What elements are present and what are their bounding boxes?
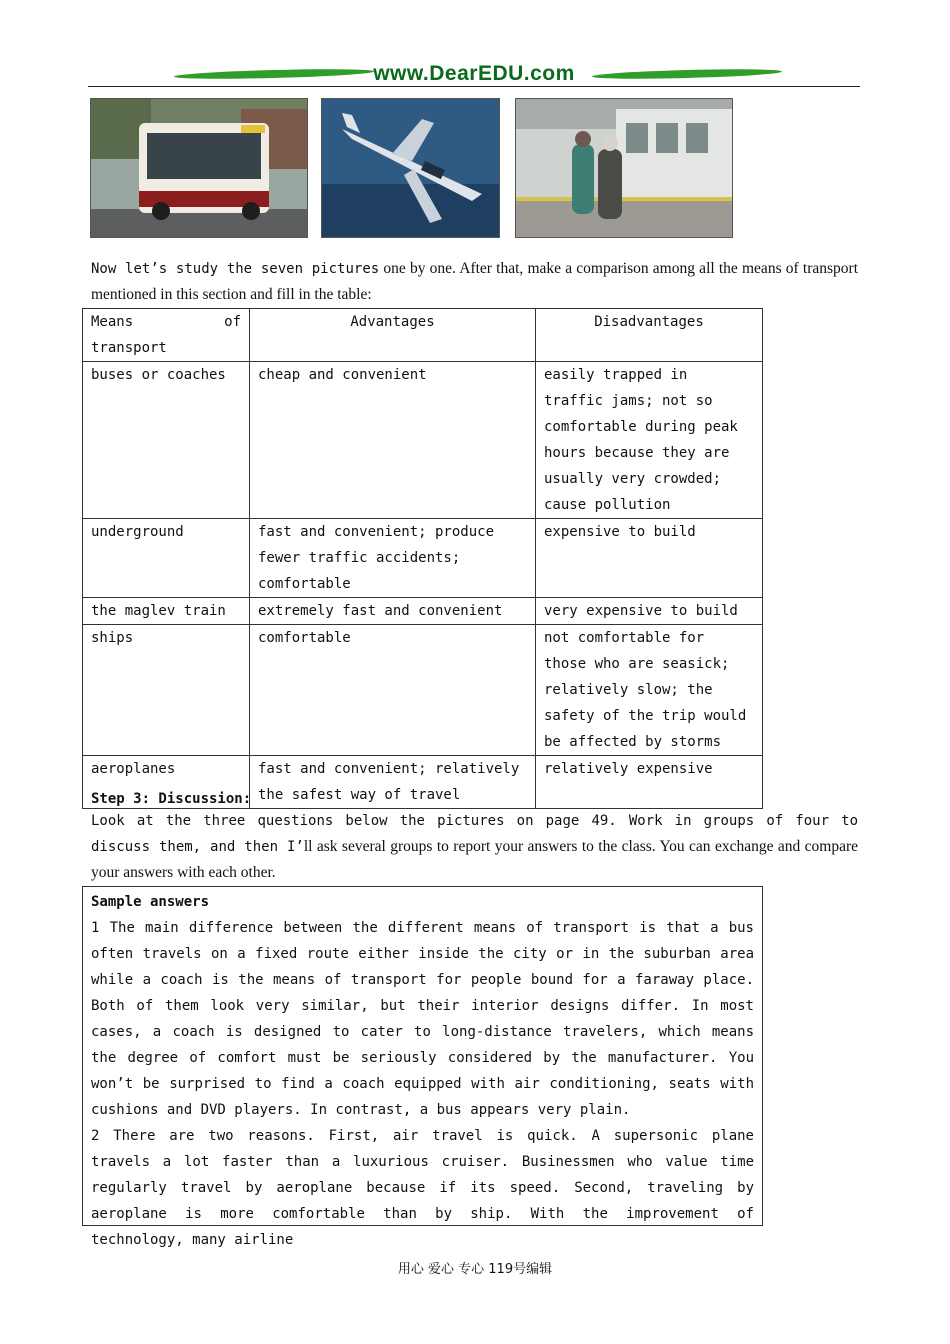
photo-bus — [90, 98, 308, 238]
sample-answers-title: Sample answers — [91, 894, 210, 910]
photo-underground — [515, 98, 733, 238]
cell-disadvantages: not comfortable for those who are seasick; relatively slow; the safety of the trip would be affected by storms — [536, 625, 763, 756]
page-footer: 用心 爱心 专心 119号编辑 — [397, 1262, 553, 1277]
cell-means: the maglev train — [83, 598, 250, 625]
table-row — [83, 362, 763, 519]
table-row — [83, 519, 763, 598]
table-row — [83, 625, 763, 756]
intro-mono-text: Now let’s study the seven pictures — [91, 261, 380, 277]
cell-disadvantages: expensive to build — [536, 519, 763, 598]
sample-answer-1: 1 The main difference between the different means of transport is that a bus often travels on a fixed route either inside the city or in the suburban area while a coach is the means of transport for people bound for a faraway place. Both of them look very similar, but their interior designs differ. In most cases, a coach is designed to cater to long-distance travelers, which means the degree of comfort must be seriously considered by the manufacturer. You won’t be surprised to find a coach equipped with air conditioning, seats with cushions and DVD players. In contrast, a bus appears very plain. — [91, 920, 754, 1118]
cell-advantages: comfortable — [250, 625, 536, 756]
step3-paragraph — [91, 808, 858, 886]
sample-answer-2: 2 There are two reasons. First, air travel is quick. A supersonic plane travels a lot faster than a luxurious cruiser. Businessmen who value time regularly travel by aeroplane because if its speed. Second, traveling by aeroplane is more comfortable than by ship. With the improvement of technology, many airline — [91, 1128, 754, 1248]
cell-disadvantages: relatively expensive — [536, 756, 763, 809]
cell-advantages: cheap and convenient — [250, 362, 536, 519]
site-logo-text: www.DearEDU.com — [373, 62, 575, 85]
cell-means: buses or coaches — [83, 362, 250, 519]
cell-advantages: extremely fast and convenient — [250, 598, 536, 625]
page-header — [88, 60, 860, 90]
sample-answers-box — [82, 886, 763, 1248]
step3-heading: Step 3: Discussion: — [91, 791, 252, 807]
header-advantages: Advantages — [250, 309, 536, 362]
table-row — [83, 598, 763, 625]
header-disadvantages: Disadvantages — [536, 309, 763, 362]
transport-comparison-table — [82, 308, 763, 809]
intro-paragraph — [91, 256, 858, 308]
cell-means: ships — [83, 625, 250, 756]
cell-advantages: fast and convenient; produce fewer traffic accidents; comfortable — [250, 519, 536, 598]
step3-serif-text: ll ask several groups to report your answers to the class. You can exchange and compare your answers with each other. — [91, 838, 859, 881]
step3-mono-text: Look at the three questions below the pictures on page 49. Work in groups of four to discuss them, and then I’ — [91, 813, 858, 855]
cell-means: aeroplanes — [83, 756, 250, 809]
cell-disadvantages: easily trapped in traffic jams; not so comfortable during peak hours because they are usually very crowded; cause pollution — [536, 362, 763, 519]
cell-disadvantages: very expensive to build — [536, 598, 763, 625]
cell-means: underground — [83, 519, 250, 598]
header-rule — [88, 86, 860, 87]
cell-advantages: fast and convenient; relatively the safest way of travel — [250, 756, 536, 809]
photo-plane — [321, 98, 500, 238]
intro-serif-text: one by one. After that, make a comparison among all the means of transport mentioned in this section and fill in the table: — [91, 260, 858, 303]
table-header-row — [83, 309, 763, 362]
header-means: Means of transport — [83, 309, 250, 362]
